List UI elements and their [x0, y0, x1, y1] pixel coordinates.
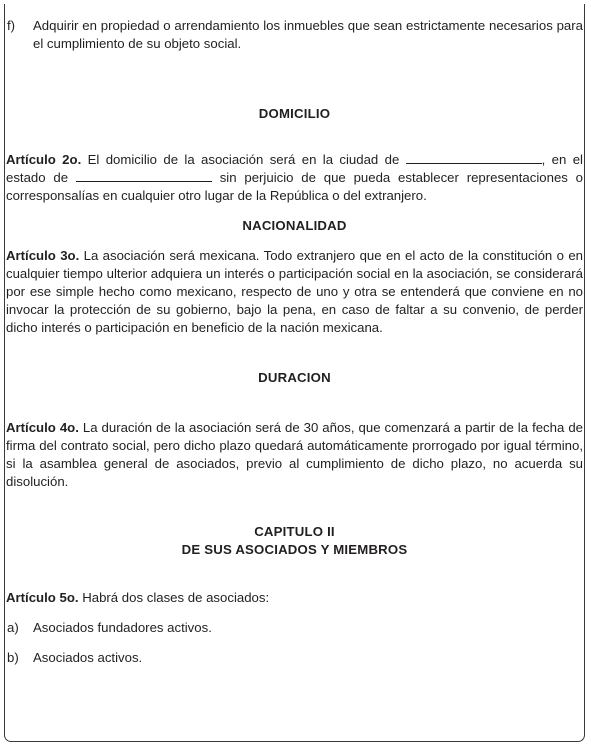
article-2-label: Artículo 2o. [6, 152, 82, 167]
article-2-text-b: , en el estado de [6, 152, 583, 185]
article-3-label: Artículo 3o. [6, 248, 80, 263]
list-item-b [6, 649, 583, 667]
chapter-title: DE SUS ASOCIADOS Y MIEMBROS [181, 542, 408, 557]
article-2-text-a: El domicilio de la asociación será en la ciudad de [81, 152, 406, 167]
heading-nacionalidad: NACIONALIDAD [242, 218, 347, 233]
article-5-text: Habrá dos clases de asociados: [78, 590, 270, 605]
article-3-text: La asociación será mexicana. Todo extranjero que en el acto de la constitución o en cualquier tiempo ulterior adquiera un interés o participación social en la asociación, se considerará por ese simple hecho como mexicano, respecto de uno y otra se entenderá que conviene en no invocar la protección de su gobierno, bajo la pena, en caso de faltar a su convenio, de perder dicho interés o participación en beneficio de la nación mexicana. [6, 248, 583, 335]
article-5-label: Artículo 5o. [6, 590, 79, 605]
list-item-letter: b) [7, 650, 19, 665]
article-5-paragraph [6, 589, 583, 607]
list-item-letter: f) [7, 18, 16, 33]
article-2-paragraph [6, 151, 583, 205]
list-item-text: Asociados fundadores activos. [33, 620, 212, 635]
heading-duracion: DURACION [258, 370, 331, 385]
article-4-text: La duración de la asociación será de 30 años, que comenzará a partir de la fecha de firma del contrato social, pero dicho plazo quedará automáticamente prorrogado por igual término, si la asamblea general de asociados, previo al cumplimiento de dicho plazo, no acuerda su disolución. [6, 420, 583, 489]
chapter-number: CAPITULO II [254, 524, 335, 539]
heading-domicilio: DOMICILIO [258, 106, 331, 121]
article-2-text-c: sin perjuicio de que pueda establecer representaciones o corresponsalías en cualquier otro lugar de la República o del extranjero. [6, 170, 584, 203]
list-item-text: Asociados activos. [33, 650, 143, 665]
document-content [6, 17, 583, 667]
city-blank-field[interactable] [406, 151, 542, 164]
article-3-paragraph [6, 247, 583, 337]
state-blank-field[interactable] [76, 169, 212, 182]
list-item-f [6, 17, 583, 53]
article-4-paragraph [6, 419, 583, 491]
list-item-a [6, 619, 583, 637]
list-item-text: Adquirir en propiedad o arrendamiento los inmuebles que sean estrictamente necesarios para el cumplimiento de su objeto social. [33, 18, 583, 51]
article-4-label: Artículo 4o. [6, 420, 79, 435]
list-item-letter: a) [7, 620, 19, 635]
